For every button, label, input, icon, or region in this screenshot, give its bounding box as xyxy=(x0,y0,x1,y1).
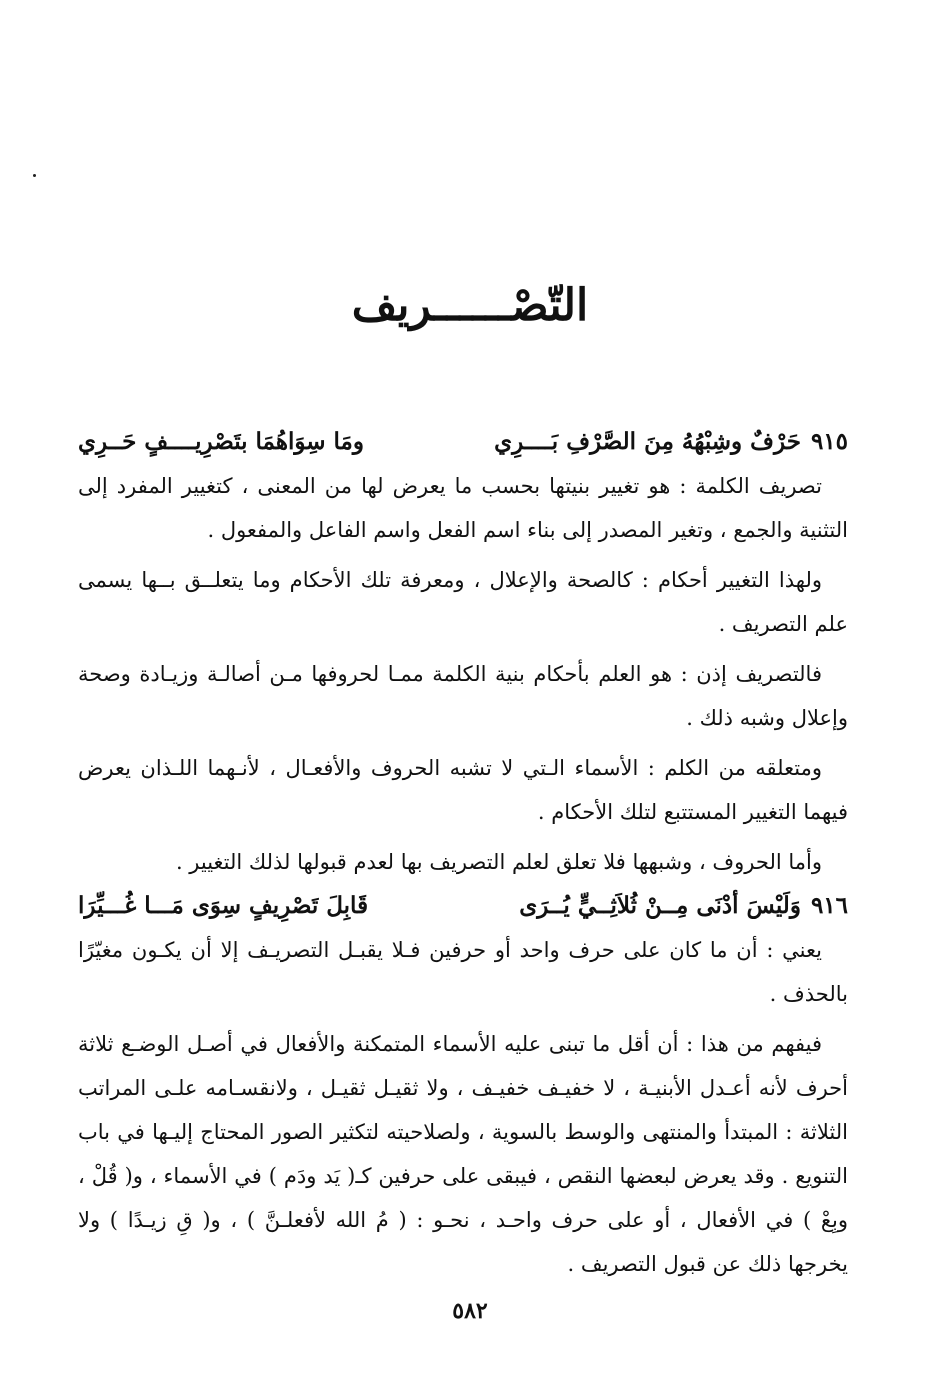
paragraph: تصريف الكلمة : هو تغيير بنيتها بحسب ما يعرض لها من المعنى ، كتغيير المفرد إلى التثنية والجمع ، وتغير المصدر إلى بناء اسم الفعل واسم الفاعل والمفعول . xyxy=(78,474,848,542)
paragraph: ومتعلقه من الكلم : الأسماء الـتي لا تشبه الحروف والأفعـال ، لأنـهما اللـذان يعرض فيهما التغيير المستتبع لتلك الأحكام . xyxy=(78,756,848,824)
chapter-title: التّصْــــــريف xyxy=(351,280,589,331)
page-content xyxy=(78,420,848,1286)
verse-first-hemistich: حَرْفٌ وشِبْهُهُ مِنَ الصَّرْفِ بَــــرِي xyxy=(494,428,801,455)
verse-number: ٩١٥ xyxy=(810,428,848,455)
paragraph: وأما الحروف ، وشبهها فلا تعلق لعلم التصريف بها لعدم قبولها لذلك التغيير . xyxy=(175,850,822,874)
paragraph: يعني : أن ما كان على حرف واحد أو حرفين فـلا يقبـل التصريـف إلا أن يكـون مغيّرًا بالحذف . xyxy=(78,938,848,1006)
paragraph: فالتصريف إذن : هو العلم بأحكام بنية الكلمة ممـا لحروفها مـن أصالـة وزيـادة وصحة وإعلال وشبه ذلك . xyxy=(78,662,848,730)
scan-speck xyxy=(33,174,36,177)
verse-915 xyxy=(78,420,848,464)
paragraph: ولهذا التغيير أحكام : كالصحة والإعلال ، ومعرفة تلك الأحكام وما يتعلــق بــها يسمى علم التصريف . xyxy=(78,568,848,636)
paragraph: فيفهم من هذا : أن أقل ما تبنى عليه الأسماء المتمكنة والأفعال في أصـل الوضـع ثلاثة أحرف لأنه أعـدل الأبنيـة ، لا خفيـف خفيـف ، ولا ثقيـل ثقيـل ، ولانقسـامه علـى المراتب الثلاثة : المبتدأ والمنتهى والوسط بالسوية ، ولصلاحيته لتكثير الصور المحتاج إليـها في باب التنويع . وقد يعرض لبعضها النقص ، فيبقى على حرفين كـ( يَد ودَم ) في الأسماء ، و( قُلْ ، وبِعْ ) في الأفعال ، أو على حرف واحـد ، نحـو : ( مُ الله لأفعلـنَّ ) ، و( قِ زيـدًا ) ولا يخرجها ذلك عن قبول التصريف . xyxy=(78,1032,848,1276)
verse-number: ٩١٦ xyxy=(810,892,848,919)
page-number: ٥٨٢ xyxy=(452,1298,488,1324)
verse-first-hemistich: وَلَيْسَ أدْنَى مِــنْ ثُلاَثِــيٍّ يُــرَى xyxy=(519,892,801,919)
verse-second-hemistich: قَابِلَ تَصْرِيفٍ سِوَى مَـــا غُـــيِّرَا xyxy=(78,892,369,919)
verse-second-hemistich: ومَا سِوَاهُمَا بتَصْرِيــــفٍ حَــرِي xyxy=(78,428,364,455)
verse-916 xyxy=(78,884,848,928)
